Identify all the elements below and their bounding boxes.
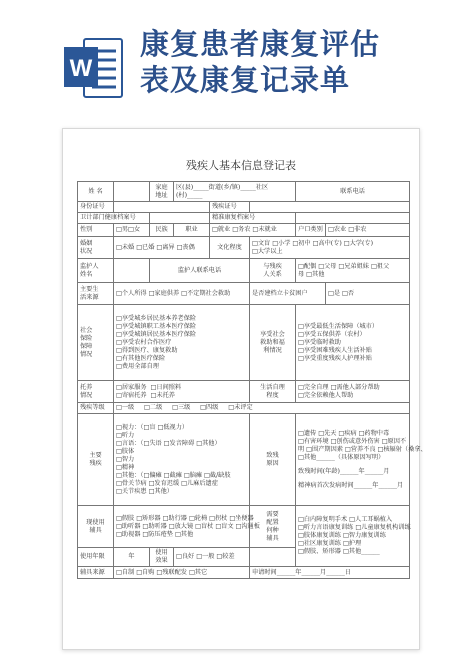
- education-options[interactable]: □文盲 □小学 □初中 □高中(专) □大学(专) □大学以上: [250, 237, 410, 259]
- name-field[interactable]: [114, 182, 150, 202]
- selfcare-label: 生活自理 程度: [250, 381, 296, 403]
- income-label: 主要生 活来源: [78, 283, 114, 305]
- disability-cert-label: 残疾证号: [210, 202, 250, 213]
- type-item[interactable]: □听力: [116, 431, 135, 439]
- effect-options[interactable]: □良好 □一般 □较差: [174, 548, 250, 567]
- first-treatment-time[interactable]: 精神病首次发病时间______年______月: [298, 481, 404, 489]
- occupation-options[interactable]: □就业 □务农 □未就业: [210, 224, 296, 237]
- insurance-item[interactable]: □费用全部自理: [116, 362, 159, 370]
- gender-label: 性别: [78, 224, 114, 237]
- insurance-item[interactable]: □得到医疗、康复救助: [116, 346, 178, 354]
- current-aids-options[interactable]: □假肢 □矫形器 □助行器 □轮椅 □拐杖 □坐便器 □助听器 □助听器 □放大镜 □盲杖 □盲文 □沟通板 □助视器 □防压疮垫 □其他: [114, 506, 250, 548]
- usage-years-label: 使用年限: [78, 548, 114, 567]
- assistance-list[interactable]: [296, 305, 410, 381]
- relation-label: 与残疾 人关系: [250, 259, 296, 283]
- cause-label: 致残 原因: [250, 414, 296, 506]
- cause-item[interactable]: □有害环境 □创伤或意外伤害 □原因不: [298, 437, 407, 445]
- needed-aids-spacer: [250, 548, 296, 567]
- grade-options[interactable]: □一级 □二级 □三级 □四级 □未评定: [114, 403, 410, 414]
- assistance-item[interactable]: □享受临时救助: [298, 338, 341, 346]
- registration-table: [77, 181, 427, 579]
- poverty-options[interactable]: □是 □否: [326, 283, 410, 305]
- assistance-item[interactable]: □享受困难残疾人生活补贴: [298, 346, 372, 354]
- health-record-label: 卫计部门健康档案号: [78, 213, 150, 224]
- type-item[interactable]: □关节疾患 □其他）: [116, 487, 173, 495]
- occupation-label: 职业: [174, 224, 210, 237]
- page-title: [140, 26, 380, 98]
- type-item[interactable]: □视力：（□盲 □低视力）: [116, 423, 189, 431]
- hukou-options[interactable]: □农业 □非农: [326, 224, 410, 237]
- effect-label: 使用 效果: [150, 548, 174, 567]
- title-line-1: 康复患者康复评估: [140, 27, 381, 61]
- guardian-phone-label: 监护人联系电话: [150, 259, 250, 283]
- insurance-item[interactable]: □享受农村合作医疗: [116, 338, 172, 346]
- id-field[interactable]: [114, 202, 210, 213]
- type-item[interactable]: □肢体: [116, 447, 135, 455]
- insurance-label: 社会 保险 保障 情况: [78, 305, 114, 381]
- type-item[interactable]: □精神: [116, 463, 135, 471]
- rehab-record-field[interactable]: [296, 213, 410, 224]
- cause-item[interactable]: □遗传 □先天 □疾病 □药物中毒: [298, 429, 390, 437]
- income-options[interactable]: □个人所得 □家庭供养 □不定期社会救助: [114, 283, 250, 305]
- hukou-label: 户口类别: [296, 224, 326, 237]
- assistance-item[interactable]: □享受五保供养（农村）: [298, 330, 366, 338]
- assistance-item[interactable]: □享受最低生活保障（城市）: [298, 322, 379, 330]
- insurance-item[interactable]: □享受城镇居民基本医疗保险: [116, 330, 197, 338]
- education-label: 文化程度: [210, 237, 250, 259]
- type-item[interactable]: □其他：（□偏瘫 □截瘫 □脑瘫 □截/缺肢: [116, 471, 231, 479]
- insurance-item[interactable]: □有其他医疗保险: [116, 354, 166, 362]
- cause-list[interactable]: [296, 414, 427, 506]
- apply-time[interactable]: 申请时间______年______月______日: [250, 567, 410, 579]
- insurance-item[interactable]: □享受城镇职工基本医疗保险: [116, 322, 197, 330]
- svg-text:W: W: [69, 55, 93, 82]
- title-line-2: 表及康复记录单: [140, 63, 351, 97]
- insurance-list[interactable]: [114, 305, 250, 381]
- marital-label: 婚姻 状况: [78, 237, 114, 259]
- address-label: 家庭 地址: [150, 182, 174, 202]
- word-document-icon: [62, 35, 126, 101]
- id-label: 身份证号: [78, 202, 114, 213]
- guardian-label: 监护人 姓名: [78, 259, 114, 283]
- gender-options[interactable]: □男□女: [114, 224, 150, 237]
- usage-years-field[interactable]: 年: [114, 548, 150, 567]
- current-aids-label: 现使用 辅具: [78, 506, 114, 548]
- type-item[interactable]: □言语：（□失语 □发音障碍 □其他）: [116, 439, 221, 447]
- name-label: 姓 名: [78, 182, 114, 202]
- type-item[interactable]: □智力: [116, 455, 135, 463]
- marital-options[interactable]: □未婚 □已婚 □离异 □丧偶: [114, 237, 210, 259]
- form-title: 残疾人基本信息登记表: [186, 159, 296, 172]
- ethnicity-label: 民族: [150, 224, 174, 237]
- assistance-label: 享受社会 救助和福 利情况: [250, 305, 296, 381]
- needed-aids-label: 需要 配置 何种 辅具: [250, 506, 296, 548]
- disability-cert-field[interactable]: [250, 202, 410, 213]
- cause-item[interactable]: 明 □围产期因素 □营养不良 □核辐射（桑拿、: [298, 445, 427, 453]
- type-list[interactable]: [114, 414, 250, 506]
- aids-source-label: 辅具来源: [78, 567, 114, 579]
- document-page: [62, 128, 427, 650]
- cause-item[interactable]: □其他______（具体原因写明）: [298, 453, 385, 461]
- relation-options[interactable]: □配偶 □父母 □兄弟姐妹 □祖父 母 □其他: [296, 259, 410, 283]
- care-label: 托养 情况: [78, 381, 114, 403]
- address-field[interactable]: 区(县)_____街道(乡/镇)_____社区(村)_____: [174, 182, 296, 202]
- insurance-item[interactable]: □享受城乡居民基本养老保险: [116, 314, 197, 322]
- selfcare-options[interactable]: □完全自理 □需他人部分帮助 □完全依赖他人帮助: [296, 381, 410, 403]
- grade-label: 残疾等级: [78, 403, 114, 414]
- care-options[interactable]: □居家服务 □日间照料 □寄宿托养 □未托养: [114, 381, 250, 403]
- assistance-item[interactable]: □享受重度残疾人护理补贴: [298, 354, 372, 362]
- phone-label: 联系电话: [296, 182, 410, 202]
- health-record-field[interactable]: [150, 213, 210, 224]
- poverty-label: 是否建档立卡贫困户: [250, 283, 326, 305]
- onset-time[interactable]: 致残时间(年龄)______年______月: [298, 467, 390, 475]
- aids-source-options[interactable]: □自制 □自购 □残联配发 □其它: [114, 567, 250, 579]
- type-label: 主要 残疾: [78, 414, 114, 506]
- type-item[interactable]: □骨关节病 □发育迟缓 □儿麻后遗症: [116, 479, 218, 487]
- needed-aids-options[interactable]: □白内障复明手术 □人工耳蜗植入 □听力言语康复训练 □儿童康复机构训练 □肢体康复训练 □智力康复训练 □社区康复训练 □护理 □假肢、矫形器 □其他______: [296, 506, 410, 567]
- header: [0, 0, 474, 112]
- rehab-record-label: 精准康复档案号: [210, 213, 296, 224]
- guardian-field[interactable]: [114, 259, 150, 283]
